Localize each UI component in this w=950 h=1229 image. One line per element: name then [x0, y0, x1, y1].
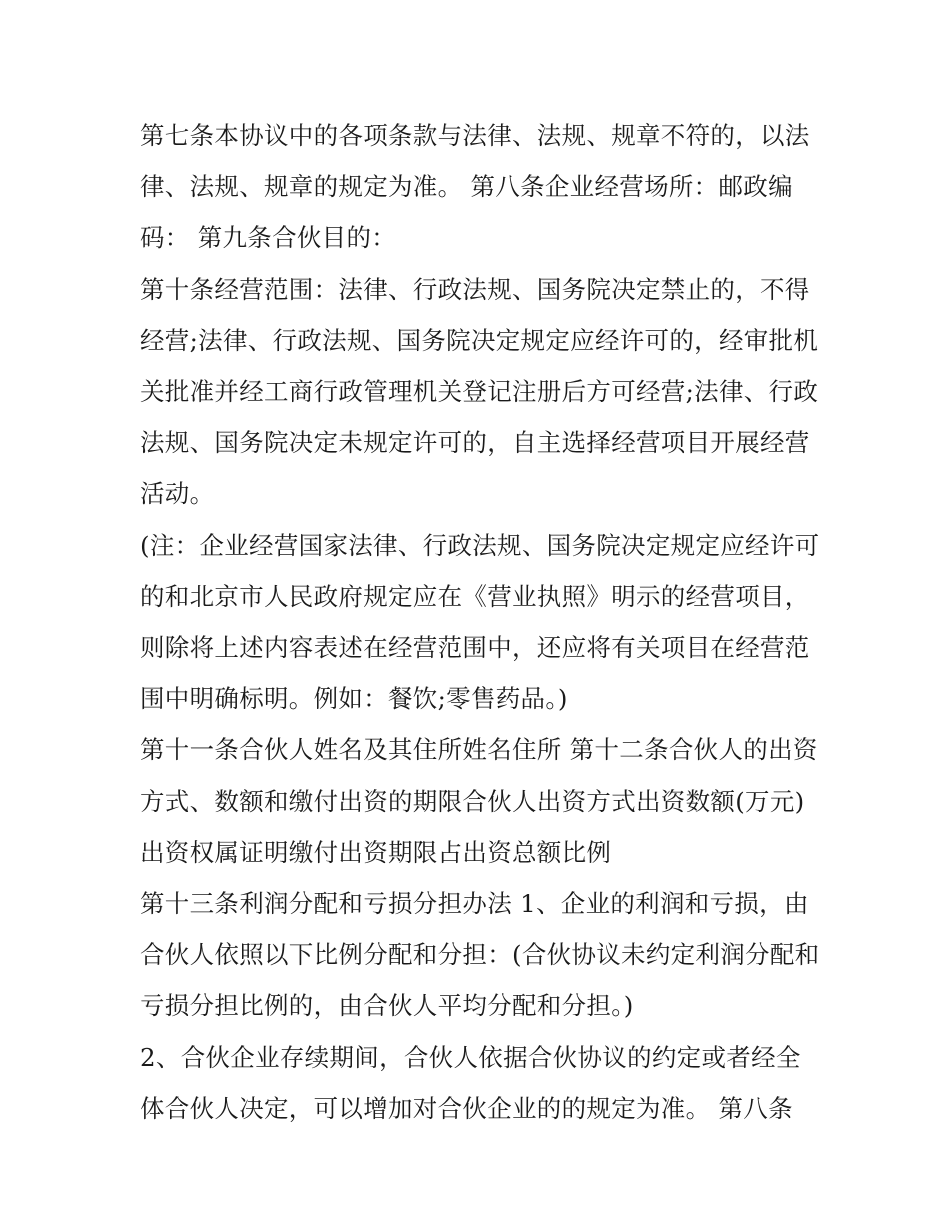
paragraph-note: (注：企业经营国家法律、行政法规、国务院决定规定应经许可的和北京市人民政府规定应在《营业执照》明示的经营项目，则除将上述内容表述在经营范围中，还应将有关项目在经营范围中明确标明。例如：餐饮;零售药品。): [140, 530, 820, 714]
paragraph-article-13: 第十三条利润分配和亏损分担办法 1、企业的利润和亏损，由合伙人依照以下比例分配和分担：(合伙协议未约定利润分配和亏损分担比例的，由合伙人平均分配和分担。): [140, 889, 820, 1021]
paragraph-article-10: 第十条经营范围：法律、行政法规、国务院决定禁止的，不得经营;法律、行政法规、国务院决定规定应经许可的，经审批机关批准并经工商行政管理机关登记注册后方可经营;法律、行政法规、国务院决定未规定许可的，自主选择经营项目开展经营活动。: [140, 274, 819, 509]
document-body: [140, 110, 820, 1134]
paragraph-clause-2: 2、合伙企业存续期间，合伙人依据合伙协议的约定或者经全体合伙人决定，可以增加对合伙企业的的规定为准。 第八条: [140, 1042, 801, 1123]
paragraph-article-11-12: 第十一条合伙人姓名及其住所姓名住所 第十二条合伙人的出资方式、数额和缴付出资的期限合伙人出资方式出资数额(万元)出资权属证明缴付出资期限占出资总额比例: [140, 735, 818, 867]
paragraph-article-7-9: 第七条本协议中的各项条款与法律、法规、规章不符的，以法律、法规、规章的规定为准。 第八条企业经营场所：邮政编码： 第九条合伙目的：: [140, 121, 810, 253]
